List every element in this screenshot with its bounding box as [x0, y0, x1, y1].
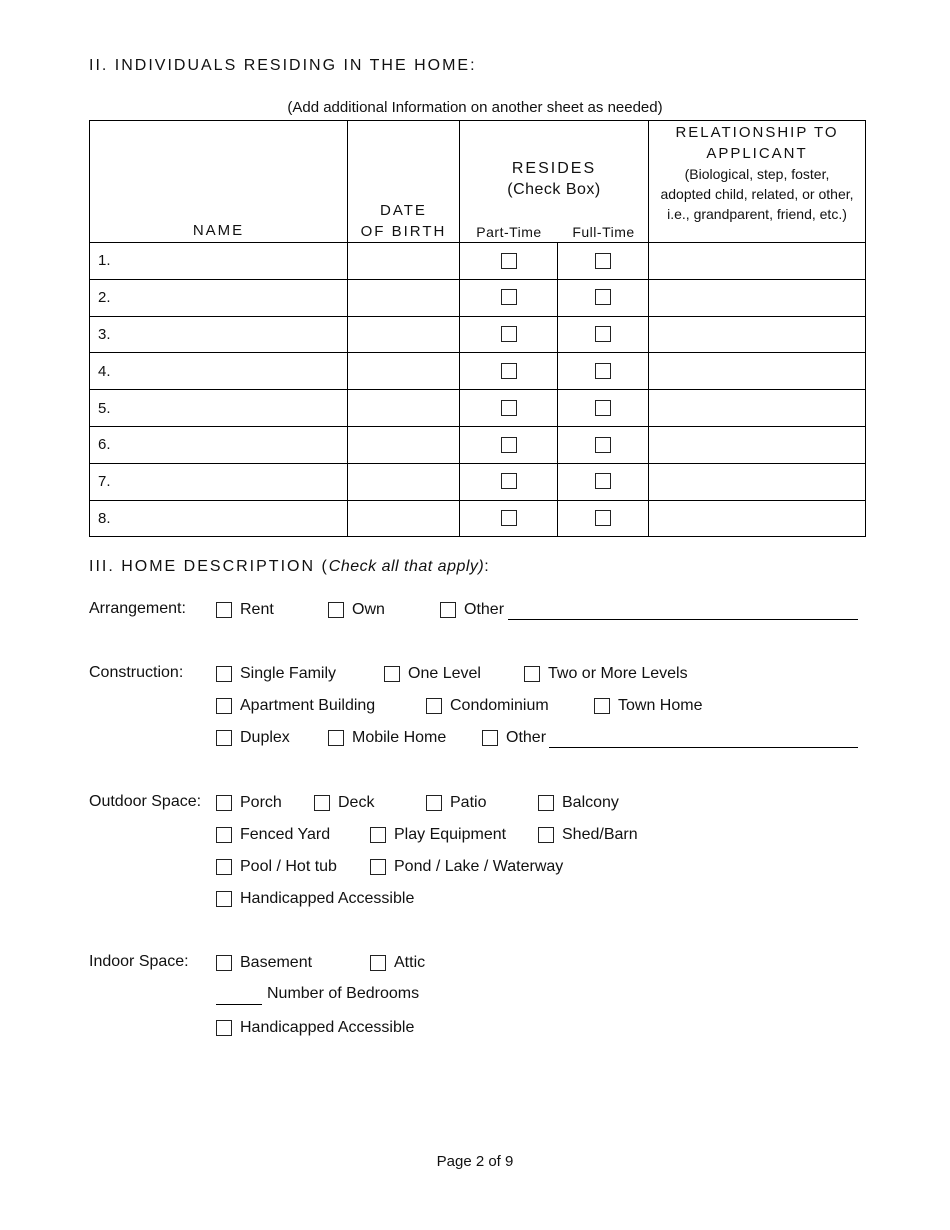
option-label: Duplex — [240, 729, 290, 746]
construction-one-level[interactable] — [384, 663, 481, 685]
bedrooms-line[interactable] — [216, 1004, 262, 1005]
checkbox[interactable] — [328, 730, 344, 746]
full-time-cell — [558, 463, 649, 500]
option-label: Balcony — [562, 794, 619, 811]
table-row — [90, 316, 866, 353]
relationship-cell[interactable] — [649, 463, 866, 500]
table-row — [90, 463, 866, 500]
part-time-cell — [460, 426, 558, 463]
dob-cell[interactable] — [348, 426, 460, 463]
header-resides — [460, 121, 649, 243]
relationship-cell[interactable] — [649, 279, 866, 316]
checkbox[interactable] — [314, 795, 330, 811]
construction-town-home[interactable] — [594, 695, 702, 717]
full-time-checkbox[interactable] — [595, 437, 611, 453]
bedrooms-label: Number of Bedrooms — [267, 985, 420, 1002]
arrangement-own[interactable] — [328, 599, 385, 621]
option-label: Town Home — [618, 697, 703, 714]
name-cell[interactable] — [90, 353, 348, 390]
option-label: Pool / Hot tub — [240, 858, 337, 875]
checkbox[interactable] — [216, 795, 232, 811]
dob-cell[interactable] — [348, 316, 460, 353]
checkbox[interactable] — [216, 602, 232, 618]
full-time-checkbox[interactable] — [595, 510, 611, 526]
name-cell[interactable] — [90, 500, 348, 537]
section3-title-end: : — [484, 558, 491, 575]
full-time-checkbox[interactable] — [595, 363, 611, 379]
option-label: Single Family — [240, 665, 337, 682]
construction-single-family[interactable] — [216, 663, 336, 685]
full-time-cell — [558, 426, 649, 463]
option-label: Porch — [240, 794, 282, 811]
dob-cell[interactable] — [348, 279, 460, 316]
header-name-label: NAME — [192, 222, 245, 239]
checkbox[interactable] — [216, 1020, 232, 1036]
full-time-checkbox[interactable] — [595, 400, 611, 416]
individuals-table — [89, 120, 866, 537]
dob-cell[interactable] — [348, 243, 460, 280]
part-time-cell — [460, 279, 558, 316]
checkbox[interactable] — [370, 859, 386, 875]
option-label: Apartment Building — [240, 697, 376, 714]
part-time-cell — [460, 500, 558, 537]
checkbox[interactable] — [216, 827, 232, 843]
outdoor-pond[interactable] — [370, 856, 563, 878]
table-row — [90, 500, 866, 537]
relationship-cell[interactable] — [649, 353, 866, 390]
checkbox[interactable] — [216, 859, 232, 875]
arrangement-other-line[interactable] — [508, 619, 858, 620]
checkbox[interactable] — [426, 795, 442, 811]
relationship-cell[interactable] — [649, 390, 866, 427]
header-dob-line2: OF BIRTH — [360, 223, 447, 240]
outdoor-label: Outdoor Space: — [89, 793, 202, 810]
checkbox[interactable] — [524, 666, 540, 682]
checkbox[interactable] — [538, 795, 554, 811]
arrangement-label: Arrangement: — [89, 600, 186, 617]
indoor-handicapped[interactable] — [216, 1017, 414, 1039]
checkbox[interactable] — [328, 602, 344, 618]
construction-two-or-more[interactable] — [524, 663, 688, 685]
full-time-cell — [558, 353, 649, 390]
part-time-cell — [460, 353, 558, 390]
row-number: 7. — [98, 473, 111, 491]
row-number: 6. — [98, 436, 111, 454]
header-relationship-line2: APPLICANT — [706, 145, 808, 162]
row-number: 5. — [98, 399, 111, 417]
relationship-cell[interactable] — [649, 426, 866, 463]
row-number: 2. — [98, 289, 111, 307]
outdoor-fenced-yard[interactable] — [216, 824, 330, 846]
table-row — [90, 279, 866, 316]
checkbox[interactable] — [440, 602, 456, 618]
section-title-home-description — [89, 558, 491, 576]
full-time-checkbox[interactable] — [595, 253, 611, 269]
indoor-attic[interactable] — [370, 952, 425, 974]
construction-apartment[interactable] — [216, 695, 375, 717]
option-label: Rent — [240, 601, 274, 618]
table-row — [90, 353, 866, 390]
part-time-checkbox[interactable] — [501, 473, 517, 489]
table-row — [90, 243, 866, 280]
option-label: Mobile Home — [352, 729, 447, 746]
full-time-cell — [558, 279, 649, 316]
checkbox[interactable] — [370, 827, 386, 843]
relationship-cell[interactable] — [649, 500, 866, 537]
construction-label: Construction: — [89, 664, 184, 681]
checkbox[interactable] — [538, 827, 554, 843]
outdoor-porch[interactable] — [216, 792, 282, 814]
option-label: Other — [506, 729, 547, 746]
part-time-checkbox[interactable] — [501, 400, 517, 416]
outdoor-balcony[interactable] — [538, 792, 619, 814]
relationship-cell[interactable] — [649, 243, 866, 280]
checkbox[interactable] — [216, 698, 232, 714]
outdoor-shed-barn[interactable] — [538, 824, 638, 846]
full-time-cell — [558, 243, 649, 280]
option-label: Patio — [450, 794, 487, 811]
construction-condominium[interactable] — [426, 695, 549, 717]
row-number: 3. — [98, 325, 111, 343]
checkbox[interactable] — [370, 955, 386, 971]
outdoor-play-equipment[interactable] — [370, 824, 506, 846]
part-time-checkbox[interactable] — [501, 289, 517, 305]
relationship-cell[interactable] — [649, 316, 866, 353]
dob-cell[interactable] — [348, 390, 460, 427]
option-label: Basement — [240, 954, 313, 971]
checkbox[interactable] — [426, 698, 442, 714]
header-part-time: Part-Time — [476, 224, 542, 240]
dob-cell[interactable] — [348, 500, 460, 537]
header-dob — [348, 121, 460, 243]
part-time-checkbox[interactable] — [501, 437, 517, 453]
header-dob-line1: DATE — [380, 202, 427, 219]
part-time-cell — [460, 463, 558, 500]
option-label: Two or More Levels — [548, 665, 688, 682]
option-label: Shed/Barn — [562, 826, 638, 843]
row-number: 1. — [98, 252, 111, 270]
dob-cell[interactable] — [348, 353, 460, 390]
header-resides-sub: (Check Box) — [507, 181, 601, 198]
option-label: Fenced Yard — [240, 826, 331, 843]
section3-title-text: III. HOME DESCRIPTION ( — [89, 558, 329, 575]
arrangement-other[interactable] — [440, 599, 504, 621]
header-full-time: Full-Time — [572, 224, 635, 240]
dob-cell[interactable] — [348, 463, 460, 500]
full-time-checkbox[interactable] — [595, 326, 611, 342]
full-time-cell — [558, 316, 649, 353]
full-time-checkbox[interactable] — [595, 289, 611, 305]
construction-mobile-home[interactable] — [328, 727, 446, 749]
header-name — [90, 121, 348, 243]
part-time-checkbox[interactable] — [501, 510, 517, 526]
outdoor-deck[interactable] — [314, 792, 374, 814]
name-cell[interactable] — [90, 463, 348, 500]
part-time-cell — [460, 390, 558, 427]
name-cell[interactable] — [90, 426, 348, 463]
row-number: 4. — [98, 362, 111, 380]
header-resides-label: RESIDES — [511, 160, 597, 177]
option-label: Handicapped Accessible — [240, 1019, 415, 1036]
arrangement-rent[interactable] — [216, 599, 274, 621]
part-time-checkbox[interactable] — [501, 326, 517, 342]
checkbox[interactable] — [482, 730, 498, 746]
name-cell[interactable] — [90, 279, 348, 316]
part-time-cell — [460, 316, 558, 353]
outdoor-patio[interactable] — [426, 792, 486, 814]
section-title-individuals: II. INDIVIDUALS RESIDING IN THE HOME: — [89, 57, 477, 74]
checkbox[interactable] — [594, 698, 610, 714]
additional-info-note: (Add additional Information on another sheet as needed) — [287, 99, 663, 116]
construction-duplex[interactable] — [216, 727, 290, 749]
checkbox[interactable] — [216, 891, 232, 907]
option-label: Other — [464, 601, 505, 618]
table-row — [90, 390, 866, 427]
outdoor-handicapped[interactable] — [216, 888, 414, 910]
part-time-checkbox[interactable] — [501, 253, 517, 269]
table-row — [90, 426, 866, 463]
full-time-cell — [558, 500, 649, 537]
option-label: Condominium — [450, 697, 549, 714]
option-label: Deck — [338, 794, 375, 811]
section3-title-italic: Check all that apply) — [328, 558, 485, 575]
full-time-checkbox[interactable] — [595, 473, 611, 489]
option-label: Attic — [394, 954, 426, 971]
option-label: One Level — [408, 665, 481, 682]
full-time-cell — [558, 390, 649, 427]
construction-other-line[interactable] — [549, 747, 858, 748]
header-relationship-line1: RELATIONSHIP TO — [675, 124, 839, 141]
indoor-basement[interactable] — [216, 952, 312, 974]
option-label: Play Equipment — [394, 826, 507, 843]
option-label: Handicapped Accessible — [240, 890, 415, 907]
part-time-checkbox[interactable] — [501, 363, 517, 379]
checkbox[interactable] — [384, 666, 400, 682]
checkbox[interactable] — [216, 730, 232, 746]
page-number: Page 2 of 9 — [436, 1153, 514, 1170]
option-label: Pond / Lake / Waterway — [394, 858, 564, 875]
checkbox[interactable] — [216, 955, 232, 971]
name-cell[interactable] — [90, 390, 348, 427]
name-cell[interactable] — [90, 243, 348, 280]
checkbox[interactable] — [216, 666, 232, 682]
header-relationship-desc: (Biological, step, foster, adopted child, related, or other, i.e., grandparent, friend, etc.) — [660, 166, 854, 222]
row-number: 8. — [98, 509, 111, 527]
header-relationship — [649, 121, 866, 243]
option-label: Own — [352, 601, 385, 618]
indoor-label: Indoor Space: — [89, 953, 189, 970]
construction-other[interactable] — [482, 727, 546, 749]
outdoor-pool[interactable] — [216, 856, 337, 878]
part-time-cell — [460, 243, 558, 280]
name-cell[interactable] — [90, 316, 348, 353]
